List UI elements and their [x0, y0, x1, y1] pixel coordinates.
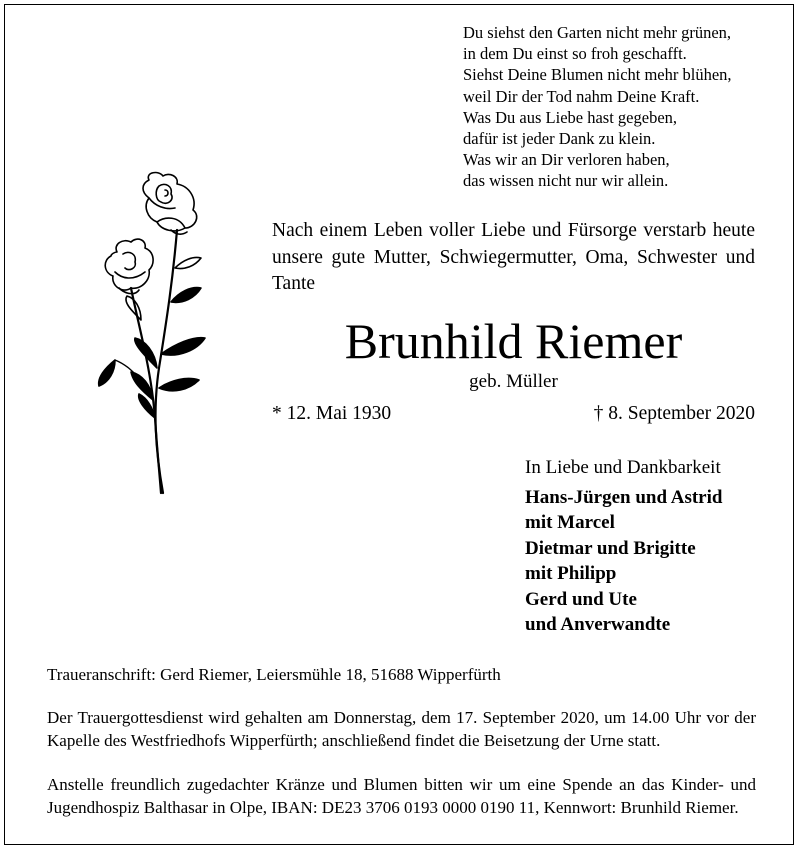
rose-illustration: [75, 168, 225, 498]
poem-line: Was wir an Dir verloren haben,: [463, 150, 670, 170]
mourners-heading: In Liebe und Dankbarkeit: [525, 457, 721, 478]
poem-line: Du siehst den Garten nicht mehr grünen,: [463, 23, 732, 42]
service-notice: Der Trauergottesdienst wird gehalten am Donnerstag, dem 17. September 2020, um 14.00 Uhr vor der Kapelle des Westfriedhofs Wipperfürth; anschließend findet die Beisetzung der Urne statt.: [47, 708, 756, 750]
intro-text: Nach einem Leben voller Liebe und Fürsorge verstarb heute unsere gute Mutter, Schwiegermutter, Oma, Schwester und Tante: [272, 220, 755, 294]
poem-line: dafür ist jeder Dank zu klein.: [463, 129, 656, 149]
poem-line: weil Dir der Tod nahm Deine Kraft.: [463, 86, 700, 106]
mourner-name: mit Philipp: [525, 563, 617, 584]
mourners-block: [525, 455, 785, 638]
deceased-name: Brunhild Riemer: [344, 313, 683, 369]
poem-line: in dem Du einst so froh geschafft.: [463, 44, 687, 64]
death-date: † 8. September 2020: [593, 403, 755, 424]
poem-line: Was Du aus Liebe hast gegeben,: [463, 107, 678, 127]
mourning-address: Traueranschrift: Gerd Riemer, Leiersmühle 18, 51688 Wipperfürth: [47, 665, 501, 684]
mourner-name: Dietmar und Brigitte: [525, 537, 696, 559]
poem-line: das wissen nicht nur wir allein.: [463, 171, 669, 191]
memorial-poem: [463, 22, 783, 192]
mourner-name: Gerd und Ute: [525, 588, 637, 610]
donation-notice: Anstelle freundlich zugedachter Kränze und Blumen bitten wir um eine Spende an das Kinder- und Jugendhospiz Balthasar in Olpe, IBAN: DE23 3706 0193 0000 0190 11, Kennwort: Brunhild Riemer.: [47, 775, 756, 817]
poem-line: Siehst Deine Blumen nicht mehr blühen,: [463, 65, 732, 85]
birth-date: * 12. Mai 1930: [272, 403, 392, 424]
mourner-name: mit Marcel: [525, 512, 615, 533]
mourner-name: und Anverwandte: [525, 614, 671, 635]
maiden-name: geb. Müller: [469, 371, 558, 392]
mourner-name: Hans-Jürgen und Astrid: [525, 486, 723, 508]
